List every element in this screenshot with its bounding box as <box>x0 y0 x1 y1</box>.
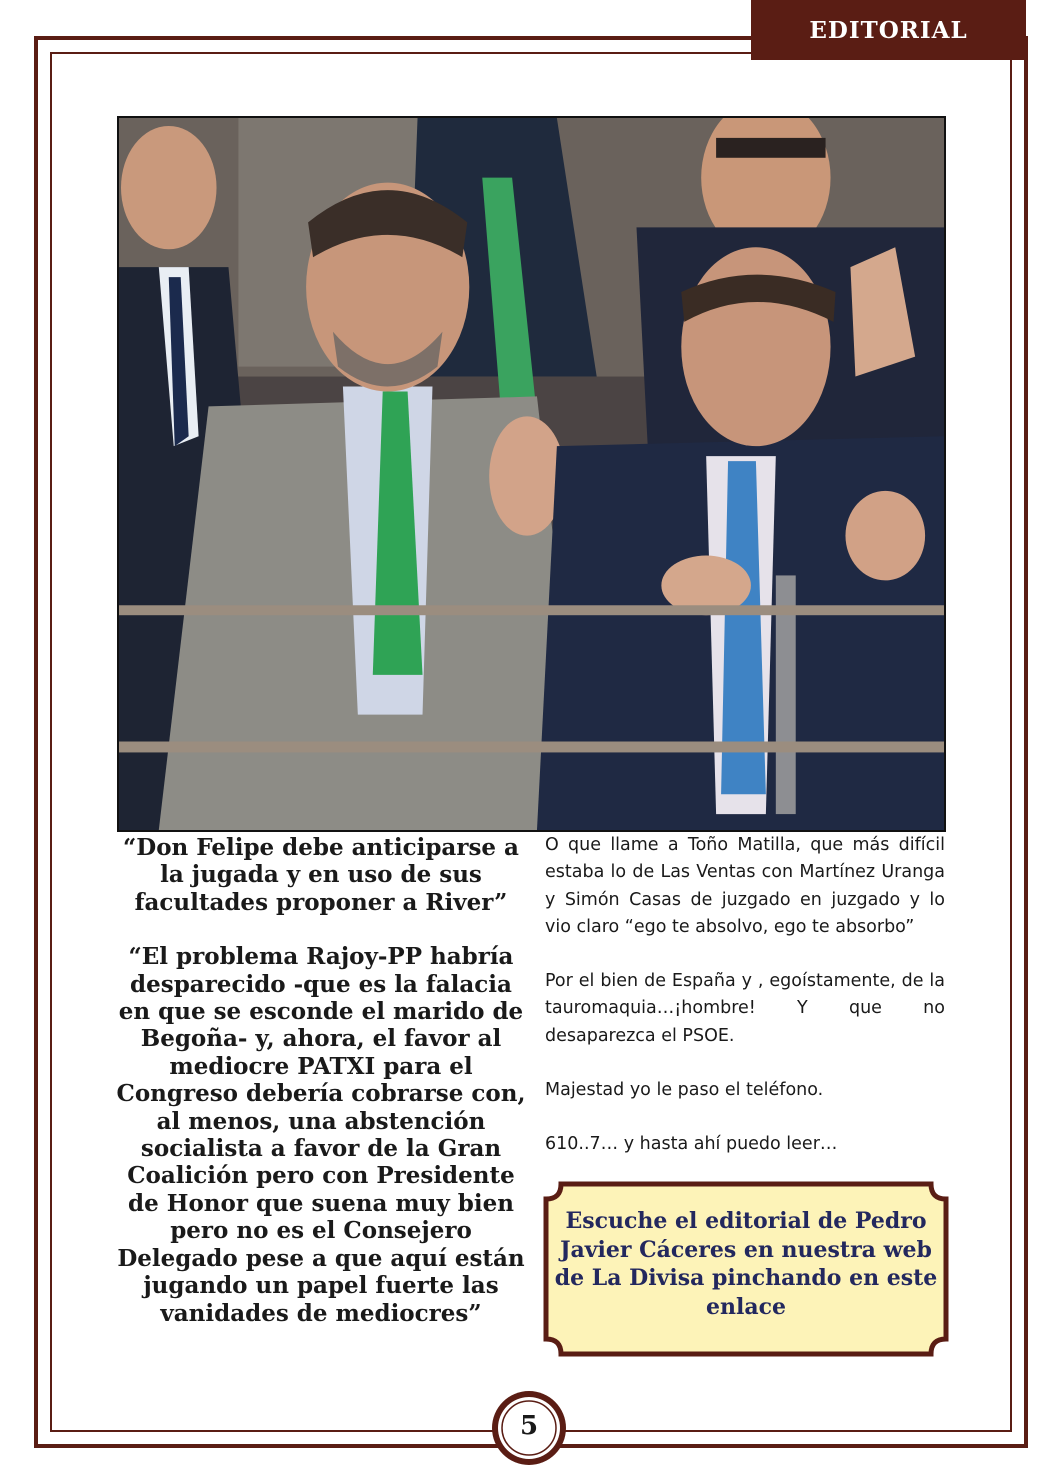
body-paragraph: Majestad yo le paso el teléfono. <box>545 1080 824 1101</box>
section-title: EDITORIAL <box>809 16 968 44</box>
article-body <box>545 832 945 1186</box>
editorial-photo <box>117 116 946 832</box>
pull-quote: “Don Felipe debe anticiparse a la jugada y en uso de sus facultades proponer a River” <box>123 834 519 916</box>
callout-text[interactable]: Escuche el editorial de Pedro Javier Cáceres en nuestra web de La Divisa pinchando en este enlace <box>554 1208 938 1320</box>
photo-illustration <box>119 118 944 830</box>
page-number: 5 <box>519 1411 539 1441</box>
page-number-badge <box>489 1388 569 1468</box>
pull-quote: “El problema Rajoy-PP habría desparecido -que es la falacia en que se esconde el marido de Begoña- y, ahora, el favor al mediocre PATXI para el Congreso debería cobrarse con, al menos, una abstención socialista a favor de la Gran Coalición pero con Presidente de Honor que suena muy bien pero no es el Consejero Delegado pese a que aquí están jugando un papel fuerte las vanidades de mediocres” <box>116 943 526 1327</box>
body-paragraph: O que llame a Toño Matilla, que más difícil estaba lo de Las Ventas con Martínez Uranga y Simón Casas de juzgado en juzgado y lo vio claro “ego te absolvo, ego te absorbo” <box>545 835 945 937</box>
pull-quotes <box>112 834 530 1354</box>
body-paragraph: 610..7… y hasta ahí puedo leer… <box>545 1134 838 1155</box>
body-paragraph: Por el bien de España y , egoístamente, de la tauromaquia…¡hombre! Y que no desaparezca el PSOE. <box>545 971 945 1046</box>
section-tab <box>751 0 1026 60</box>
audio-editorial-link[interactable] <box>543 1181 949 1357</box>
